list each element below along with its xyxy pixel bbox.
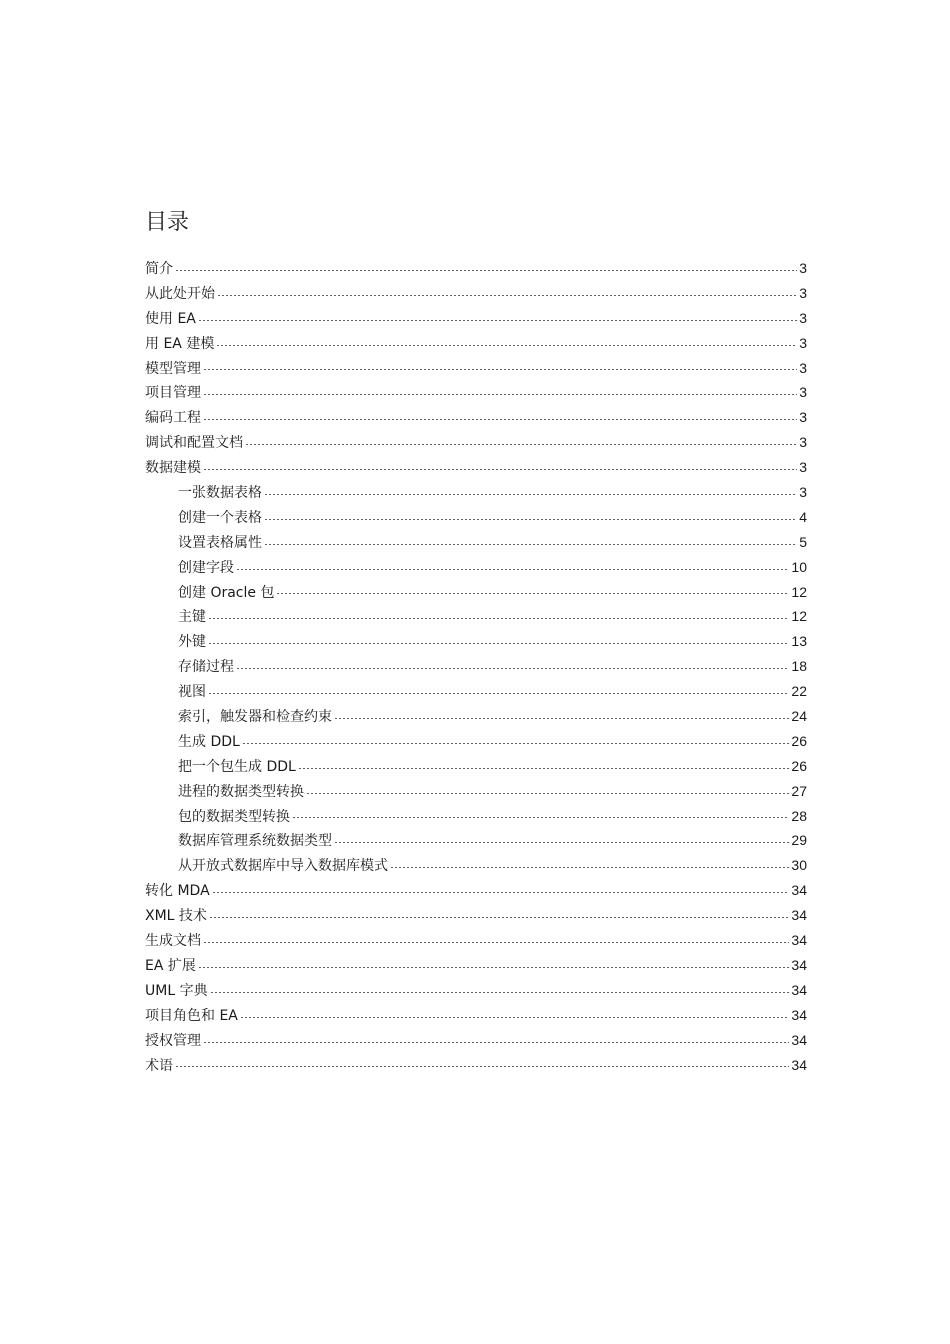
toc-entry[interactable]	[145, 430, 807, 455]
toc-entry[interactable]	[145, 331, 807, 356]
toc-entry-title: 编码工程	[145, 410, 201, 427]
toc-entry[interactable]	[145, 654, 807, 679]
toc-entry[interactable]	[145, 878, 807, 903]
toc-entry-title: 数据建模	[145, 460, 201, 477]
dot-leader	[212, 892, 790, 893]
toc-entry[interactable]	[145, 629, 807, 654]
dot-leader	[198, 967, 790, 968]
dot-leader	[334, 718, 789, 719]
toc-entry-page-number: 34	[791, 956, 807, 973]
toc-entry-page-number: 12	[791, 583, 807, 600]
toc-entry[interactable]	[145, 306, 807, 331]
toc-entry[interactable]	[145, 1003, 807, 1028]
toc-entry-page-number: 3	[799, 459, 807, 476]
toc-entry-title: 转化 MDA	[145, 883, 210, 900]
toc-entry-title: 外键	[178, 634, 206, 651]
toc-entry-page-number: 34	[791, 882, 807, 899]
toc-entry-title: 包的数据类型转换	[178, 808, 290, 825]
toc-title: 目录	[145, 210, 190, 235]
toc-entry-page-number: 12	[791, 608, 807, 625]
toc-entry[interactable]	[145, 405, 807, 430]
toc-entry-page-number: 26	[791, 757, 807, 774]
toc-entry-page-number: 10	[791, 558, 807, 575]
toc-entry[interactable]	[145, 580, 807, 605]
toc-entry-page-number: 22	[791, 683, 807, 700]
toc-entry-page-number: 28	[791, 807, 807, 824]
toc-entry-page-number: 3	[799, 309, 807, 326]
toc-entry-page-number: 34	[791, 1031, 807, 1048]
toc-list	[145, 256, 807, 1077]
dot-leader	[203, 419, 797, 420]
dot-leader	[208, 618, 789, 619]
toc-entry-page-number: 3	[799, 260, 807, 276]
toc-entry-page-number: 3	[799, 409, 807, 426]
toc-entry-page-number: 3	[799, 484, 807, 501]
dot-leader	[390, 867, 789, 868]
toc-entry[interactable]	[145, 828, 807, 853]
toc-entry[interactable]	[145, 480, 807, 505]
dot-leader	[264, 494, 797, 495]
toc-entry-page-number: 29	[791, 832, 807, 849]
toc-entry[interactable]	[145, 1053, 807, 1078]
dot-leader	[264, 544, 797, 545]
toc-entry-title: 把一个包生成 DDL	[178, 758, 296, 775]
toc-entry-title: 进程的数据类型转换	[178, 783, 304, 800]
toc-entry[interactable]	[145, 256, 807, 281]
toc-entry-title: 模型管理	[145, 360, 201, 377]
toc-entry-title: 从此处开始	[145, 285, 215, 302]
toc-entry-page-number: 3	[799, 334, 807, 351]
toc-entry[interactable]	[145, 455, 807, 480]
toc-entry-title: 项目角色和 EA	[145, 1007, 238, 1024]
dot-leader	[236, 668, 789, 669]
dot-leader	[203, 369, 797, 370]
dot-leader	[203, 394, 797, 395]
toc-entry-page-number: 34	[791, 1056, 807, 1073]
toc-entry-title: 视图	[178, 684, 206, 701]
toc-entry-title: 生成文档	[145, 933, 201, 950]
toc-entry[interactable]	[145, 380, 807, 405]
dot-leader	[208, 643, 789, 644]
toc-entry-title: 创建字段	[178, 559, 234, 576]
table-of-contents	[145, 208, 807, 1077]
dot-leader	[216, 345, 797, 346]
toc-entry-page-number: 30	[791, 857, 807, 874]
toc-entry[interactable]	[145, 903, 807, 928]
dot-leader	[208, 693, 789, 694]
toc-entry[interactable]	[145, 505, 807, 530]
toc-entry[interactable]	[145, 928, 807, 953]
dot-leader	[217, 295, 797, 296]
toc-entry-page-number: 24	[791, 708, 807, 725]
toc-entry-page-number: 34	[791, 1006, 807, 1023]
toc-entry-page-number: 18	[791, 658, 807, 675]
toc-entry-page-number: 34	[791, 932, 807, 949]
toc-entry-page-number: 27	[791, 782, 807, 799]
toc-entry-title: 主键	[178, 609, 206, 626]
toc-entry-title: 一张数据表格	[178, 485, 262, 502]
toc-entry-title: 数据库管理系统数据类型	[178, 833, 332, 850]
toc-entry-title: UML 字典	[145, 982, 208, 999]
toc-entry[interactable]	[145, 779, 807, 804]
dot-leader	[175, 1066, 789, 1067]
toc-entry-title: 授权管理	[145, 1032, 201, 1049]
dot-leader	[209, 917, 790, 918]
dot-leader	[334, 842, 789, 843]
toc-entry-title: 使用 EA	[145, 310, 196, 327]
toc-entry[interactable]	[145, 530, 807, 555]
toc-entry[interactable]	[145, 679, 807, 704]
dot-leader	[298, 768, 790, 769]
toc-entry-page-number: 34	[791, 907, 807, 924]
dot-leader	[245, 444, 797, 445]
toc-entry-title: 存储过程	[178, 659, 234, 676]
toc-entry-page-number: 3	[799, 284, 807, 301]
toc-entry-page-number: 4	[799, 508, 807, 525]
toc-entry[interactable]	[145, 978, 807, 1003]
toc-entry-page-number: 3	[799, 384, 807, 401]
toc-entry-page-number: 3	[799, 434, 807, 451]
toc-entry[interactable]	[145, 804, 807, 829]
dot-leader	[240, 1017, 790, 1018]
toc-entry-page-number: 5	[799, 533, 807, 550]
toc-entry-title: 生成 DDL	[178, 733, 240, 750]
toc-entry-title: 创建一个表格	[178, 509, 262, 526]
toc-entry-title: EA 扩展	[145, 957, 196, 974]
toc-entry[interactable]	[145, 704, 807, 729]
toc-entry-title: 项目管理	[145, 385, 201, 402]
toc-entry[interactable]	[145, 555, 807, 580]
toc-entry-title: 用 EA 建模	[145, 335, 215, 352]
toc-entry[interactable]	[145, 729, 807, 754]
dot-leader	[198, 320, 797, 321]
toc-entry-title: 术语	[145, 1057, 173, 1074]
dot-leader	[175, 270, 797, 271]
dot-leader	[203, 469, 797, 470]
toc-entry-title: 从开放式数据库中导入数据库模式	[178, 858, 388, 875]
toc-entry[interactable]	[145, 356, 807, 381]
toc-entry-page-number: 26	[791, 732, 807, 749]
toc-entry-title: 简介	[145, 261, 173, 277]
dot-leader	[210, 992, 790, 993]
toc-entry[interactable]	[145, 1028, 807, 1053]
dot-leader	[236, 569, 789, 570]
toc-entry-title: 设置表格属性	[178, 534, 262, 551]
dot-leader	[292, 817, 789, 818]
toc-entry-title: XML 技术	[145, 908, 207, 925]
toc-entry-title: 调试和配置文档	[145, 435, 243, 452]
toc-entry-title: 创建 Oracle 包	[178, 584, 275, 601]
toc-entry[interactable]	[145, 754, 807, 779]
toc-entry[interactable]	[145, 953, 807, 978]
toc-entry-page-number: 13	[791, 633, 807, 650]
dot-leader	[242, 743, 790, 744]
toc-entry[interactable]	[145, 281, 807, 306]
dot-leader	[203, 1042, 789, 1043]
toc-entry[interactable]	[145, 604, 807, 629]
toc-entry[interactable]	[145, 853, 807, 878]
dot-leader	[203, 942, 789, 943]
dot-leader	[306, 793, 789, 794]
toc-entry-page-number: 3	[799, 359, 807, 376]
toc-entry-title: 索引，触发器和检查约束	[178, 709, 332, 726]
dot-leader	[276, 593, 789, 594]
dot-leader	[264, 519, 797, 520]
toc-entry-page-number: 34	[791, 981, 807, 998]
